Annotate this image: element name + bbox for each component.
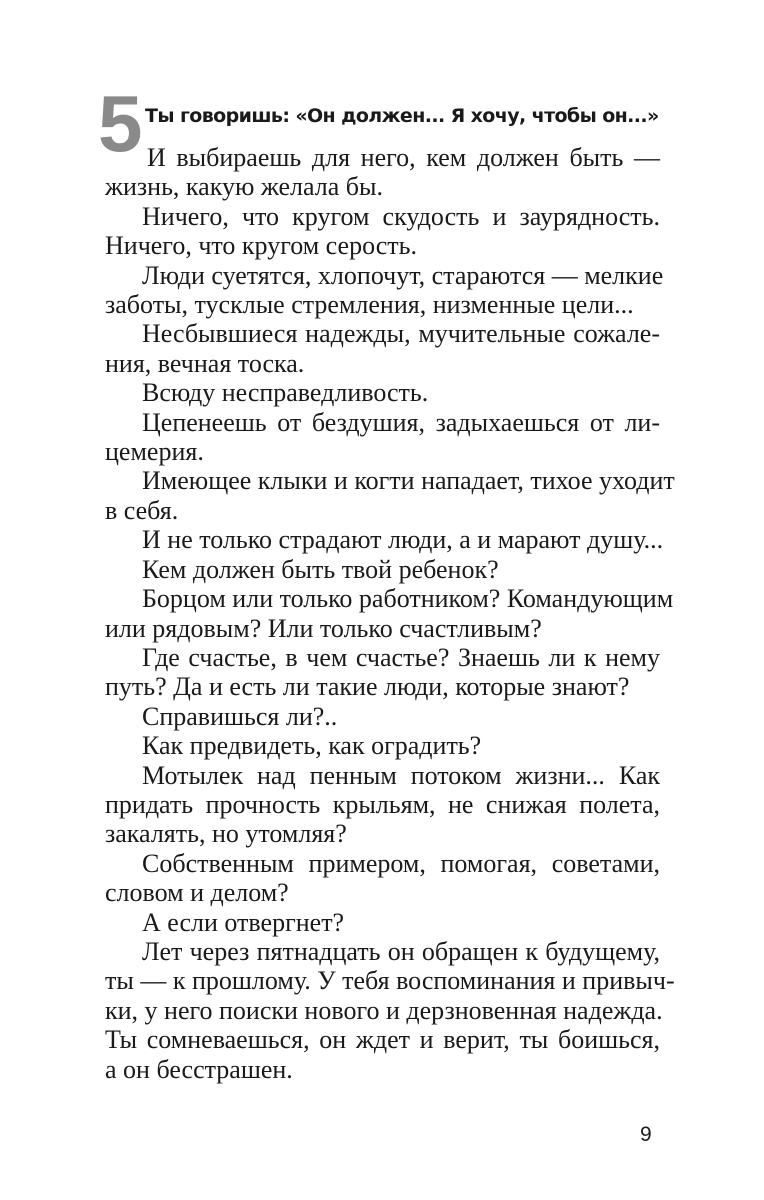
text-line: Лет через пятнадцать он обращен к будущему, [142, 936, 660, 966]
text-line: Ты сомневаешься, он ждет и верит, ты боишься, [105, 1025, 660, 1055]
text-line: Где счастье, в чем счастье? Знаешь ли к нему [142, 642, 660, 672]
text-line: Справишься ли?.. [142, 701, 338, 731]
chapter-heading: Ты говоришь: «Он должен... Я хочу, чтобы он...» [145, 105, 659, 127]
text-line: цемерия. [105, 437, 204, 467]
text-line: Несбывшиеся надежды, мучительные сожале- [142, 319, 660, 349]
text-line: в себя. [105, 495, 179, 525]
text-line: Всюду несправедливость. [142, 378, 429, 408]
text-line: Имеющее клыки и когти нападает, тихое уходит [142, 466, 675, 496]
body-text [105, 143, 675, 1084]
text-line: Как предвидеть, как оградить? [142, 731, 482, 761]
text-line: Ничего, что кругом скудость и заурядность. [142, 201, 660, 231]
text-line: жизнь, какую желала бы. [105, 172, 384, 202]
text-line: Мотылек над пенным потоком жизни... Как [142, 760, 660, 790]
text-line: а он бесстрашен. [105, 1054, 293, 1084]
text-line: заботы, тусклые стремления, низменные цели... [105, 290, 634, 320]
text-line: ки, у него поиски нового и дерзновенная надежда. [105, 995, 663, 1025]
text-line: Люди суетятся, хлопочут, стараются — мелкие [142, 260, 664, 290]
text-line: ния, вечная тоска. [105, 348, 305, 378]
page-number: 9 [640, 1123, 652, 1146]
text-line: А если отвергнет? [142, 907, 345, 937]
text-line: Кем должен быть твой ребенок? [142, 554, 499, 584]
text-line: Ничего, что кругом серость. [105, 231, 417, 261]
text-line: И не только страдают люди, а и марают душу... [142, 525, 664, 555]
text-line: Собственным примером, помогая, советами, [142, 848, 660, 878]
text-line: закалять, но утомляя? [105, 819, 347, 849]
chapter-number: 5 [98, 79, 143, 168]
text-line: ты — к прошлому. У тебя воспоминания и привыч- [105, 966, 675, 996]
text-line: путь? Да и есть ли такие люди, которые знают? [105, 672, 630, 702]
text-line: И выбираешь для него, кем должен быть — [147, 143, 660, 172]
text-line: Цепенеешь от бездушия, задыхаешься от ли- [142, 407, 660, 437]
text-line: или рядовым? Или только счастливым? [105, 613, 542, 643]
text-line: словом и делом? [105, 878, 289, 908]
text-line: Борцом или только работником? Командующим [142, 584, 674, 614]
text-line: придать прочность крыльям, не снижая полета, [105, 789, 660, 819]
